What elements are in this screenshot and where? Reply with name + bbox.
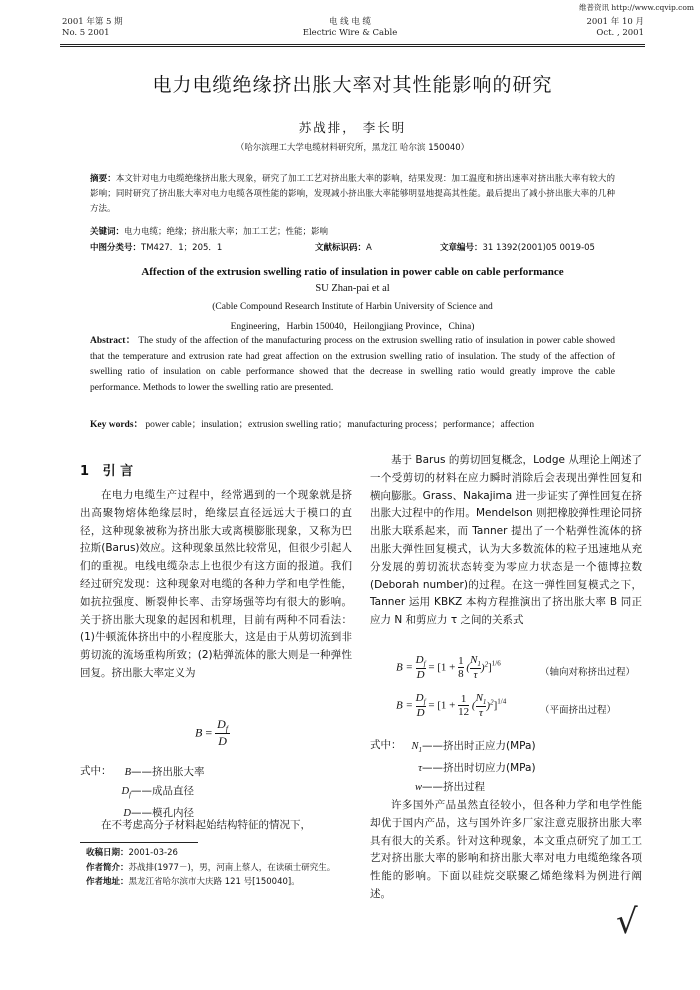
left-description-2: 模孔内径 (152, 807, 194, 820)
header-date-cn: 2001 年 10 月 (586, 17, 644, 27)
right-where-label: 式中： (370, 739, 402, 751)
keywords-en-label: Key words： (90, 420, 144, 430)
left-definition-1 (113, 782, 205, 804)
intro-paragraph-2: 在不考虑高分子材料起始结构特征的情况下， (101, 819, 311, 831)
left-dash-2: —— (131, 807, 152, 820)
affiliation-cn: （哈尔滨理工大学电缆材料研究所，黑龙江 哈尔滨 150040） (235, 143, 470, 153)
right-symbol-definitions (404, 737, 536, 797)
intro-paragraph-1: 在电力电缆生产过程中，经常遇到的一个现象就是挤出高聚物熔体绝缘层时，绝缘层直径远远大于模口的直径，这种现象被称为挤出胀大或离模膨胀现象，又称为巴拉斯(Barus)效应。这种现象虽然比较常见，但很少引起人们的重视。电线电缆杂志上也很少有这方面的报道。我们经过研究发现：这种现象对电缆的各种力学和电学性能，如抗拉强度、断裂伸长率、击穿场强等均有很大的影响。关于挤出胀大现象的起因和机理，目前有两种不同看法：(1)牛顿流体挤出中的小程度胀大，这是由于从剪切流到非剪切流的流场重构所致；(2)粘弹流体的胀大则是一种弹性回复。挤出胀大率定义为 (80, 489, 352, 679)
left-symbol-2: D (123, 808, 131, 820)
intro-paragraph-3: 基于 Barus 的剪切回复概念，Lodge 从理论上阐述了一个受剪切的材料在应力瞬时消除后会表现出弹性回复和横向膨胀。Grass、Nakajima 进一步证实了弹性回复在挤出胀大过程中的作用。Mendelson 则把橡胶弹性理论同挤出胀大联系起来，而 Tanner 提出了一个粘弹性流体的挤出胀大弹性回复模式，认为大多数流体的粒子迅速地从充分发展的剪切流状态转变为零应力状态是一个德博拉数(Deborah number)的过程。在这一弹性回复模式之下，Tanner 运用 KBKZ 本构方程推演出了挤出胀大率 B 同正应力 N 和剪应力 τ 之间的关系式 (370, 454, 642, 627)
equation-axisymmetric: B = $\frac{D_f}{D}$ = [1 + $\frac{1}{8}$ ( $\frac{N_1}{\tau}$ )$^2$]$^{1/6}$ (396, 654, 501, 682)
header-journal-en: Electric Wire & Cable (302, 28, 398, 38)
header-issue-cn: 2001 年第 5 期 (62, 17, 123, 27)
header-rule-bottom (60, 46, 645, 47)
abstract-en-label: Abstract： (90, 336, 136, 346)
formula-swelling-ratio (195, 717, 230, 749)
right-description-2: 挤出过程 (443, 781, 485, 794)
section-1-title: 引 言 (102, 464, 134, 479)
article-number: 文章编号：31 1392(2001)05 0019-05 (440, 243, 595, 253)
right-definition-2 (404, 778, 536, 797)
formula-b: B (195, 725, 203, 740)
keywords-cn-label: 关键词： (90, 227, 125, 237)
abstract-en (90, 334, 615, 396)
footnote (86, 846, 348, 890)
right-dash-0: —— (422, 740, 443, 752)
keywords-en-text: power cable；insulation；extrusion swelling ratio；manufacturing process；performance；affection (145, 420, 535, 430)
right-description-1: 挤出时切应力(MPa) (443, 762, 536, 775)
equation-planar: B = $\frac{D_f}{D}$ = [1 + $\frac{1}{12}$ ( $\frac{N_1}{\tau}$ )$^2$]$^{1/4}$ (396, 692, 507, 720)
footnote-rule (80, 842, 198, 843)
section-1-heading (80, 460, 133, 479)
header-issue-en: No. 5 2001 (62, 28, 110, 38)
header-journal-cn: 电 线 电 缆 (328, 17, 372, 27)
left-description-0: 挤出胀大率 (152, 766, 205, 778)
right-dash-1: —— (422, 762, 443, 775)
author-en: SU Zhan-pai et al (315, 283, 390, 294)
left-symbol-definitions (113, 763, 205, 823)
header-issue (62, 17, 123, 39)
header-date (586, 17, 644, 39)
right-dash-2: —— (422, 781, 443, 794)
right-definition-1 (404, 759, 536, 778)
keywords-cn (90, 225, 615, 240)
left-symbol-0: B (124, 767, 131, 778)
footnote-received: 收稿日期：2001-03-26 (86, 848, 178, 858)
watermark: 维普资讯 http://www.cqvip.com (578, 3, 694, 12)
left-where-label: 式中： (80, 765, 112, 777)
right-symbol-1: τ (418, 763, 422, 775)
right-symbol-0: $N_1$ (411, 741, 422, 755)
equation-planar-note: （平面挤出过程） (540, 705, 617, 716)
left-description-1: 成品直径 (152, 785, 194, 797)
left-dash-0: —— (131, 766, 152, 778)
footnote-address: 作者地址：黑龙江省哈尔滨市大庆路 121 号[150040]。 (86, 877, 300, 887)
header-journal (260, 17, 440, 39)
equation-axisymmetric-note: （轴向对称挤出过程） (540, 667, 636, 678)
footnote-bio: 作者简介：苏战排(1977－)，男，河南上蔡人，在读硕士研究生。 (86, 862, 336, 873)
abstract-cn (90, 172, 615, 217)
abstract-cn-text: 本文针对电力电缆绝缘挤出胀大现象，研究了加工工艺对挤出胀大率的影响，结果发现：加工温度和挤出速率对挤出胀大率有较大的影响；同时研究了挤出胀大率对电力电缆各项性能的影响，发现减小挤出胀大率能够明显地提高其性能。最后提出了减小挤出胀大率的几种方法。 (90, 174, 615, 214)
abstract-cn-label: 摘要： (90, 174, 116, 184)
formula-eq: = (205, 725, 213, 740)
left-definition-0 (113, 763, 205, 782)
section-1-number: 1 (80, 464, 90, 479)
header-rule-top (60, 44, 645, 45)
abstract-en-text: The study of the affection of the manufacturing process on the extrusion swelling ratio of insulation in power cable showed that the temperature and extrusion rate had great affection on the extrusion swelling ratio of insulation. The study of the affection of swelling ratio of insulation on cable performance showed that the decrease in swelling ratio would greatly improve the cable performance. Methods to lower the swelling ratio are presented. (90, 336, 615, 393)
document-code: 文献标识码：A (315, 243, 372, 253)
header-date-en: Oct. , 2001 (596, 28, 644, 38)
intro-paragraph-4: 许多国外产品虽然直径较小，但各种力学和电学性能却优于国内产品，这与国外许多厂家注意克服挤出胀大率具有很大的关系。针对这种现象，本文重点研究了加工工艺对挤出胀大率的影响和挤出胀大率对电力电缆绝缘各项性能的影响。下面以硅烷交联聚乙烯绝缘料为例进行阐述。 (370, 799, 642, 900)
affiliation-en-line2: Engineering，Harbin 150040，Heilongjiang Province，China) (230, 322, 475, 332)
right-description-0: 挤出时正应力(MPa) (443, 740, 536, 752)
handwritten-check-mark: √ (616, 902, 638, 942)
title-en: Affection of the extrusion swelling ratio of insulation in power cable on cable performance (141, 266, 564, 278)
right-definition-0 (404, 737, 536, 759)
formula-fraction: $\frac{D_f}{D}$ (217, 717, 229, 749)
left-dash-1: —— (131, 785, 152, 797)
authors-cn: 苏战排， 李长明 (298, 120, 407, 135)
keywords-en (90, 418, 615, 433)
keywords-cn-text: 电力电缆；绝缘；挤出胀大率；加工工艺；性能；影响 (124, 227, 329, 237)
title-cn: 电力电缆绝缘挤出胀大率对其性能影响的研究 (152, 74, 553, 96)
right-symbol-2: w (414, 782, 422, 794)
clc-number: 中图分类号：TM427．1；205．1 (90, 243, 223, 253)
left-symbol-1: $D_f$ (121, 786, 131, 800)
affiliation-en-line1: (Cable Compound Research Institute of Harbin University of Science and (212, 302, 493, 312)
